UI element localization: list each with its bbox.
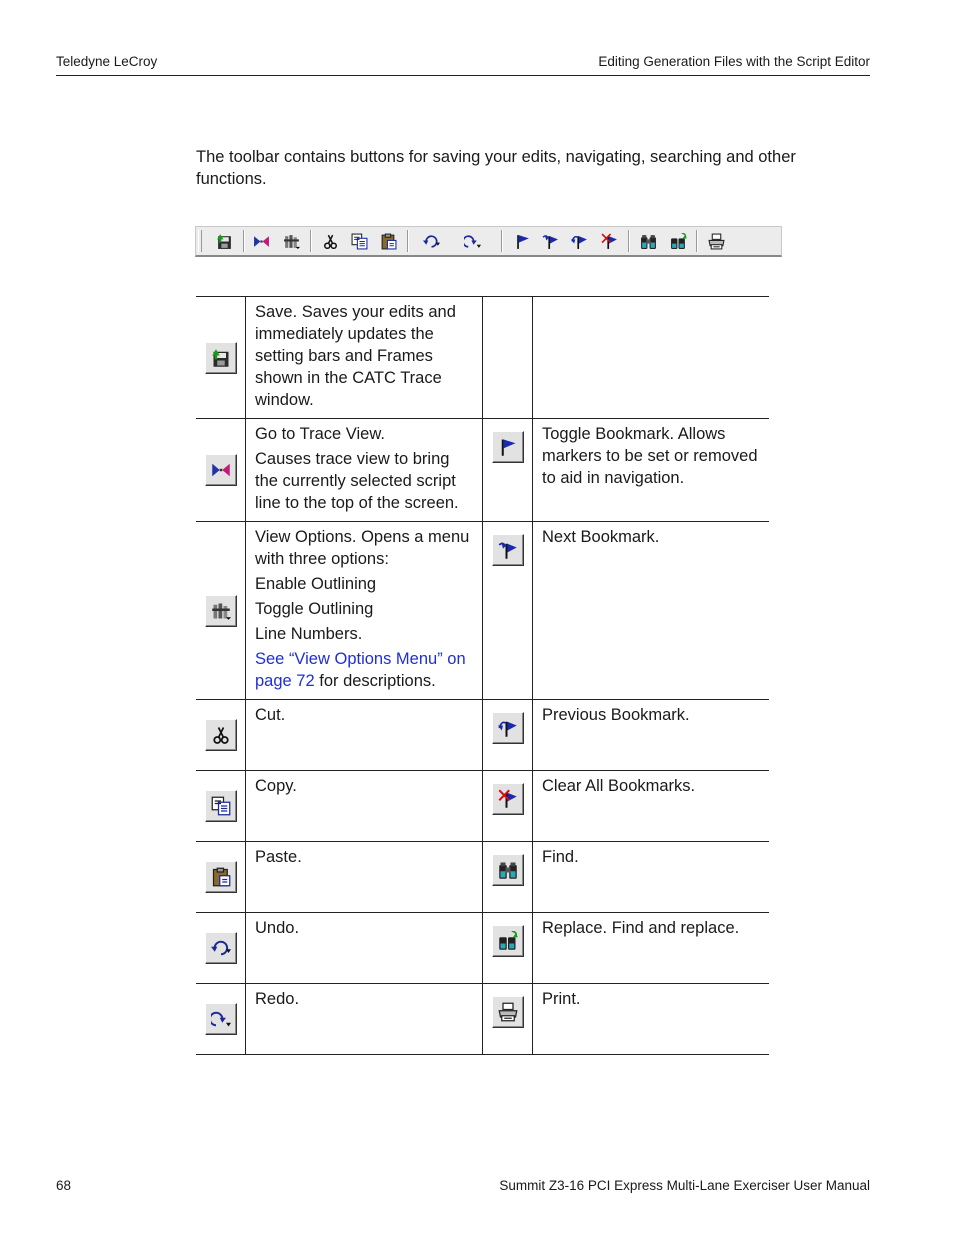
- toolbar-trace-view-button[interactable]: [251, 231, 271, 251]
- button-image: [205, 932, 237, 964]
- cross-reference: [255, 648, 473, 692]
- button-description-cell: [246, 913, 483, 984]
- page-number: 68: [56, 1178, 72, 1193]
- button-description-cell: [246, 297, 483, 419]
- trace-view-icon: [253, 233, 270, 250]
- toolbar-copy-button[interactable]: [349, 231, 369, 251]
- toggle-bookmark-icon: [514, 233, 531, 250]
- description-line: Go to Trace View.: [255, 425, 385, 443]
- table-row: [196, 913, 769, 984]
- button-icon-cell: [483, 913, 533, 984]
- cut-icon: [322, 233, 339, 250]
- description-line: Enable Outlining: [255, 575, 377, 593]
- button-description-cell: [246, 700, 483, 771]
- table-row: [196, 984, 769, 1055]
- find-icon: [498, 860, 518, 880]
- toolbar-separator: [628, 230, 630, 252]
- table-row: [196, 842, 769, 913]
- copy-icon: [351, 233, 368, 250]
- description-line: Redo.: [255, 990, 300, 1008]
- description-line: Replace. Find and replace.: [542, 919, 740, 937]
- view-options-menu-link[interactable]: See “View Options Menu” on page 72: [255, 650, 466, 690]
- description-line: Find.: [542, 848, 579, 866]
- toolbar-grip[interactable]: [198, 230, 202, 252]
- next-bookmark-icon: [498, 540, 518, 560]
- table-row: [196, 419, 769, 522]
- button-icon-cell: [196, 913, 246, 984]
- undo-icon: [211, 938, 231, 958]
- description-line: Toggle Bookmark. Allows markers to be set or removed to aid in navigation.: [542, 425, 758, 487]
- description-line: Copy.: [255, 777, 297, 795]
- button-icon-cell: [483, 771, 533, 842]
- button-description-cell: [533, 297, 770, 419]
- button-image: [492, 534, 524, 566]
- table-row: [196, 522, 769, 700]
- toolbar-replace-button[interactable]: [668, 231, 688, 251]
- button-image: [492, 854, 524, 886]
- table-row: [196, 771, 769, 842]
- button-description-cell: [246, 984, 483, 1055]
- description-line: Causes trace view to bring the currently selected script line to the top of the screen.: [255, 450, 459, 512]
- toolbar-print-button[interactable]: [706, 231, 726, 251]
- toolbar-separator: [696, 230, 698, 252]
- description-line: Cut.: [255, 706, 286, 724]
- button-icon-cell: [196, 522, 246, 700]
- redo-icon: [464, 233, 481, 250]
- button-image: [205, 1003, 237, 1035]
- intro-paragraph: The toolbar contains buttons for saving your edits, navigating, searching and other functions.: [196, 148, 796, 188]
- header-rule: [56, 75, 870, 76]
- toolbar-cut-button[interactable]: [320, 231, 340, 251]
- button-description-cell: [533, 522, 770, 700]
- button-description-cell: [533, 771, 770, 842]
- toolbar-separator: [407, 230, 409, 252]
- button-image: [205, 790, 237, 822]
- button-image: [492, 431, 524, 463]
- view-options-icon: [283, 233, 300, 250]
- print-icon: [498, 1002, 518, 1022]
- button-image: [205, 342, 237, 374]
- description-line: Save. Saves your edits and immediately updates the setting bars and Frames shown in the CATC Trace window.: [255, 303, 456, 409]
- description-line: Clear All Bookmarks.: [542, 777, 696, 795]
- paste-icon: [380, 233, 397, 250]
- previous-bookmark-icon: [571, 233, 588, 250]
- toolbar-separator: [310, 230, 312, 252]
- button-image: [205, 719, 237, 751]
- toolbar-separator: [243, 230, 245, 252]
- table-row: [196, 297, 769, 419]
- button-description-cell: [533, 984, 770, 1055]
- button-icon-cell: [483, 984, 533, 1055]
- toolbar-clear-bookmarks-button[interactable]: [599, 231, 619, 251]
- button-description-cell: [533, 700, 770, 771]
- button-icon-cell: [196, 419, 246, 522]
- script-editor-toolbar: [195, 226, 782, 257]
- toolbar-save-button[interactable]: [214, 231, 234, 251]
- copy-icon: [211, 796, 231, 816]
- button-icon-cell: [483, 700, 533, 771]
- toolbar-view-options-button[interactable]: [281, 231, 301, 251]
- description-line: Toggle Outlining: [255, 600, 374, 618]
- trace-view-icon: [211, 460, 231, 480]
- button-description-cell: [246, 522, 483, 700]
- description-line: Print.: [542, 990, 581, 1008]
- button-icon-cell: [483, 522, 533, 700]
- toolbar-redo-button[interactable]: [462, 231, 482, 251]
- running-header-left: Teledyne LeCroy: [56, 54, 158, 69]
- description-line: Next Bookmark.: [542, 528, 660, 546]
- running-header-right: Editing Generation Files with the Script Editor: [598, 54, 870, 69]
- save-icon: [216, 233, 233, 250]
- cross-reference-suffix: for descriptions.: [314, 672, 436, 690]
- button-icon-cell: [196, 842, 246, 913]
- next-bookmark-icon: [542, 233, 559, 250]
- button-description-cell: [246, 771, 483, 842]
- toolbar-previous-bookmark-button[interactable]: [569, 231, 589, 251]
- button-image: [492, 925, 524, 957]
- description-line: View Options. Opens a menu with three options:: [255, 528, 470, 568]
- button-icon-cell: [196, 771, 246, 842]
- toolbar-undo-button[interactable]: [421, 231, 441, 251]
- button-description-cell: [533, 842, 770, 913]
- find-icon: [640, 233, 657, 250]
- button-description-cell: [246, 419, 483, 522]
- save-icon: [211, 348, 231, 368]
- button-icon-cell: [196, 700, 246, 771]
- button-icon-cell: [483, 419, 533, 522]
- toolbar-toggle-bookmark-button[interactable]: [512, 231, 532, 251]
- toggle-bookmark-icon: [498, 437, 518, 457]
- cut-icon: [211, 725, 231, 745]
- description-line: Line Numbers.: [255, 625, 363, 643]
- print-icon: [708, 233, 725, 250]
- undo-icon: [423, 233, 440, 250]
- button-description-cell: [533, 913, 770, 984]
- button-icon-cell: [196, 297, 246, 419]
- previous-bookmark-icon: [498, 718, 518, 738]
- redo-icon: [211, 1009, 231, 1029]
- description-line: Paste.: [255, 848, 302, 866]
- paste-icon: [211, 867, 231, 887]
- replace-icon: [670, 233, 687, 250]
- clear-bookmarks-icon: [498, 789, 518, 809]
- button-description-cell: [246, 842, 483, 913]
- toolbar-next-bookmark-button[interactable]: [540, 231, 560, 251]
- clear-bookmarks-icon: [601, 233, 618, 250]
- manual-title: Summit Z3-16 PCI Express Multi-Lane Exerciser User Manual: [499, 1178, 870, 1193]
- button-icon-cell: [196, 984, 246, 1055]
- replace-icon: [498, 931, 518, 951]
- button-image: [205, 595, 237, 627]
- button-image: [205, 861, 237, 893]
- button-image: [492, 712, 524, 744]
- table-row: [196, 700, 769, 771]
- toolbar-buttons-table: [196, 296, 769, 1055]
- toolbar-find-button[interactable]: [638, 231, 658, 251]
- toolbar-paste-button[interactable]: [378, 231, 398, 251]
- toolbar-separator: [501, 230, 503, 252]
- view-options-icon: [211, 601, 231, 621]
- button-image: [492, 996, 524, 1028]
- description-line: Undo.: [255, 919, 300, 937]
- button-description-cell: [533, 419, 770, 522]
- button-icon-cell: [483, 297, 533, 419]
- description-line: Previous Bookmark.: [542, 706, 690, 724]
- button-icon-cell: [483, 842, 533, 913]
- button-image: [492, 783, 524, 815]
- button-image: [205, 454, 237, 486]
